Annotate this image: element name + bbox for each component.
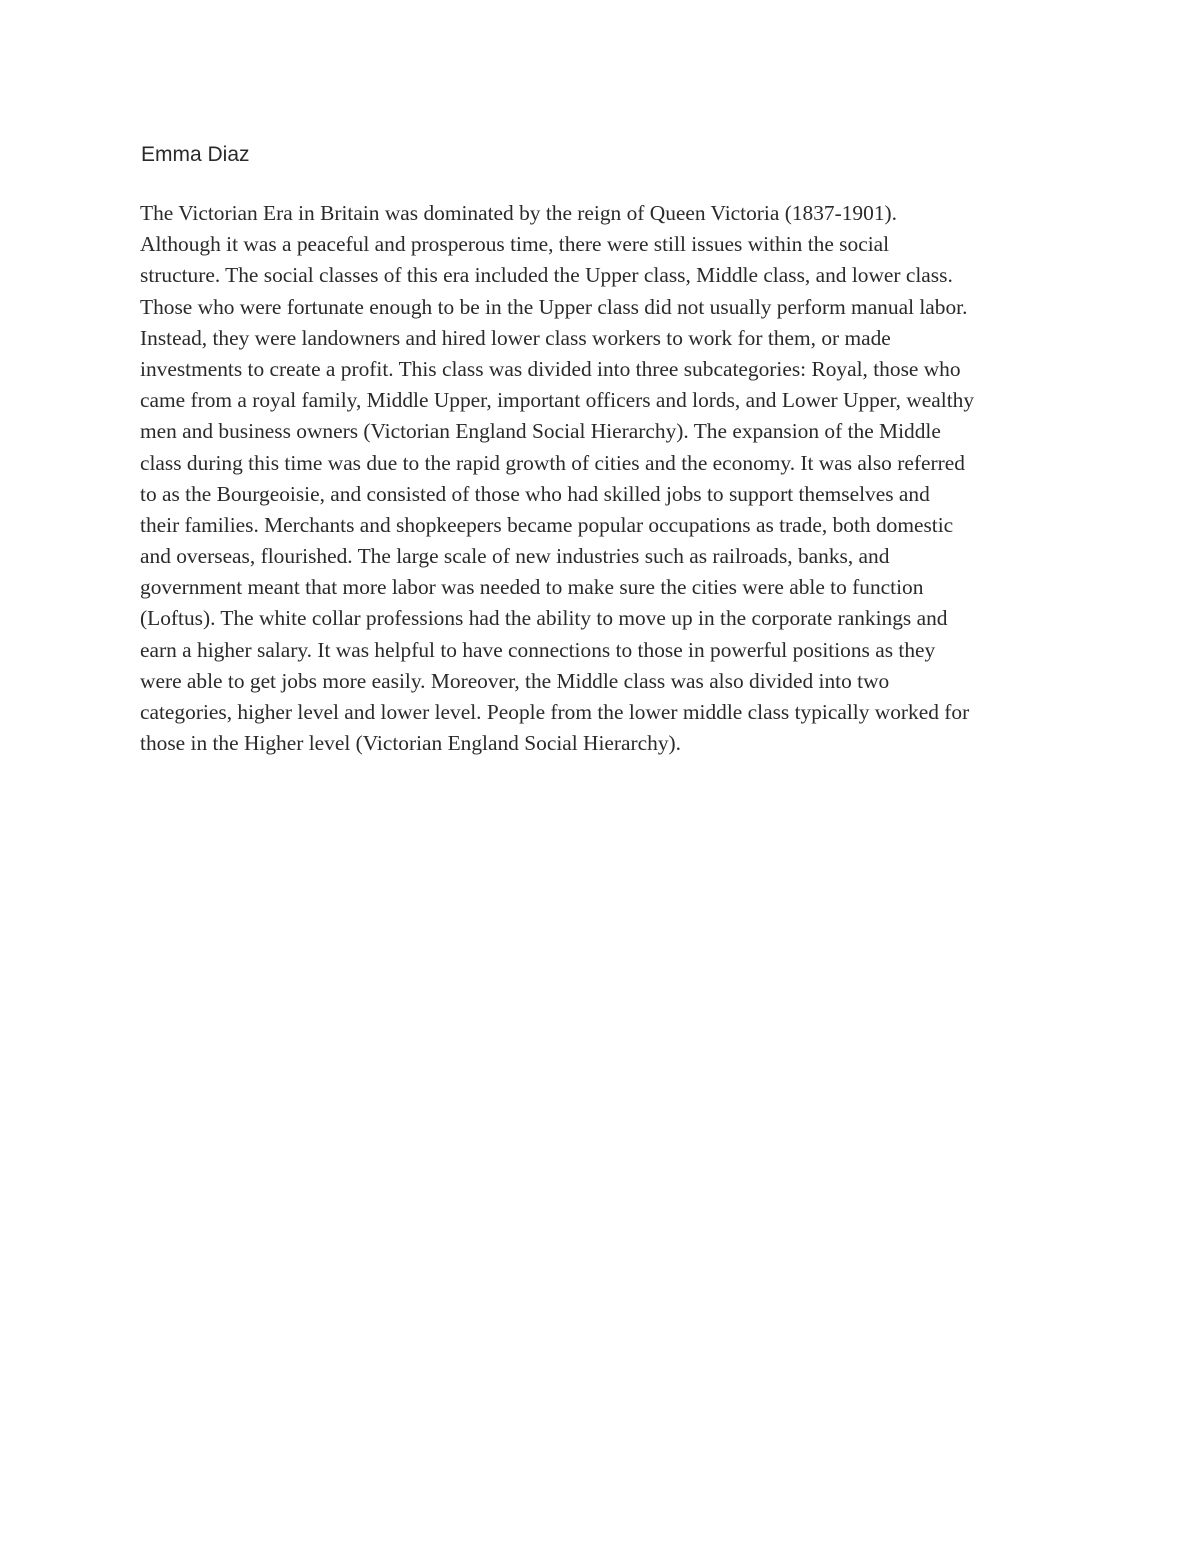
paragraph-line: and overseas, flourished. The large scale of new industries such as railroads, banks, and xyxy=(140,544,890,569)
paragraph-line: Although it was a peaceful and prosperous time, there were still issues within the social xyxy=(140,232,890,257)
paragraph-line: earn a higher salary. It was helpful to have connections to those in powerful positions as they xyxy=(140,637,936,662)
paragraph-line: Instead, they were landowners and hired lower class workers to work for them, or made xyxy=(140,325,891,350)
paragraph-line: The Victorian Era in Britain was dominated by the reign of Queen Victoria (1837-1901). xyxy=(140,201,897,225)
paragraph-line: government meant that more labor was needed to make sure the cities were able to function xyxy=(140,575,924,600)
paragraph-line: to as the Bourgeoisie, and consisted of those who had skilled jobs to support themselves and xyxy=(140,481,930,506)
body-paragraph xyxy=(140,198,1080,759)
paragraph-line: those in the Higher level (Victorian England Social Hierarchy). xyxy=(140,731,682,756)
paragraph-line: were able to get jobs more easily. Moreover, the Middle class was also divided into two xyxy=(140,668,890,693)
author-name: Emma Diaz xyxy=(141,143,250,166)
paragraph-line: their families. Merchants and shopkeepers became popular occupations as trade, both domestic xyxy=(140,512,954,537)
paragraph-line: structure. The social classes of this era included the Upper class, Middle class, and lower class. xyxy=(140,263,953,288)
paragraph-line: men and business owners (Victorian England Social Hierarchy). The expansion of the Middle xyxy=(140,419,941,444)
paragraph-line: investments to create a profit. This class was divided into three subcategories: Royal, those who xyxy=(140,356,961,381)
paragraph-line: Those who were fortunate enough to be in the Upper class did not usually perform manual labor. xyxy=(140,294,968,319)
paragraph-line: class during this time was due to the rapid growth of cities and the economy. It was also referred xyxy=(140,450,965,475)
paragraph-line: categories, higher level and lower level. People from the lower middle class typically worked for xyxy=(140,700,970,724)
paragraph-line: (Loftus). The white collar professions had the ability to move up in the corporate rankings and xyxy=(140,606,948,631)
paragraph-line: came from a royal family, Middle Upper, important officers and lords, and Lower Upper, wealthy xyxy=(140,388,975,413)
